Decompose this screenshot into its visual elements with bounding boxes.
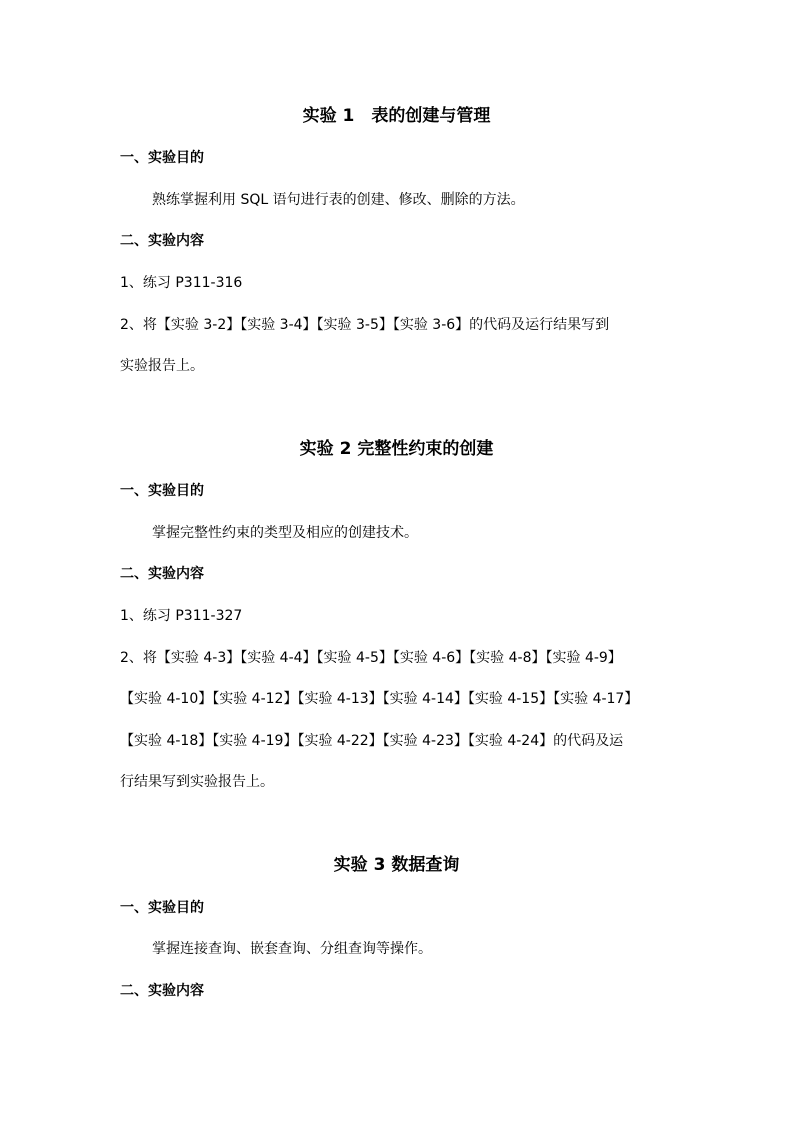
section-1-purpose-heading: 一、实验目的 [120,150,204,166]
section-2-title: 实验 2 完整性约束的创建 [299,439,494,459]
section-1-content-heading: 二、实验内容 [120,233,204,249]
section-1-title: 实验 1 表的创建与管理 [302,106,491,126]
section-2-content-line: 行结果写到实验报告上。 [120,774,274,790]
section-2-purpose-heading: 一、实验目的 [120,483,204,499]
section-2-content-line: 【实验 4-18】【实验 4-19】【实验 4-22】【实验 4-23】【实验 4-24】的代码及运 [120,733,624,749]
section-1-purpose-text: 熟练掌握利用 SQL 语句进行表的创建、修改、删除的方法。 [152,192,525,208]
section-1-content-line: 1、练习 P311-316 [120,275,243,291]
section-2-content-line: 2、将【实验 4-3】【实验 4-4】【实验 4-5】【实验 4-6】【实验 4-8】【实验 4-9】 [120,650,622,666]
section-1-content-line: 2、将【实验 3-2】【实验 3-4】【实验 3-5】【实验 3-6】的代码及运行结果写到 [120,317,610,333]
section-2-content-line: 1、练习 P311-327 [120,608,243,624]
section-3-title: 实验 3 数据查询 [333,855,460,875]
section-3-purpose-heading: 一、实验目的 [120,900,204,916]
section-2-purpose-text: 掌握完整性约束的类型及相应的创建技术。 [152,525,418,541]
section-2-content-heading: 二、实验内容 [120,566,204,582]
section-3-content-heading: 二、实验内容 [120,983,204,999]
section-2-content-line: 【实验 4-10】【实验 4-12】【实验 4-13】【实验 4-14】【实验 4-15】【实验 4-17】 [120,691,639,707]
section-3-purpose-text: 掌握连接查询、嵌套查询、分组查询等操作。 [152,941,432,957]
section-1-content-line: 实验报告上。 [120,358,204,374]
